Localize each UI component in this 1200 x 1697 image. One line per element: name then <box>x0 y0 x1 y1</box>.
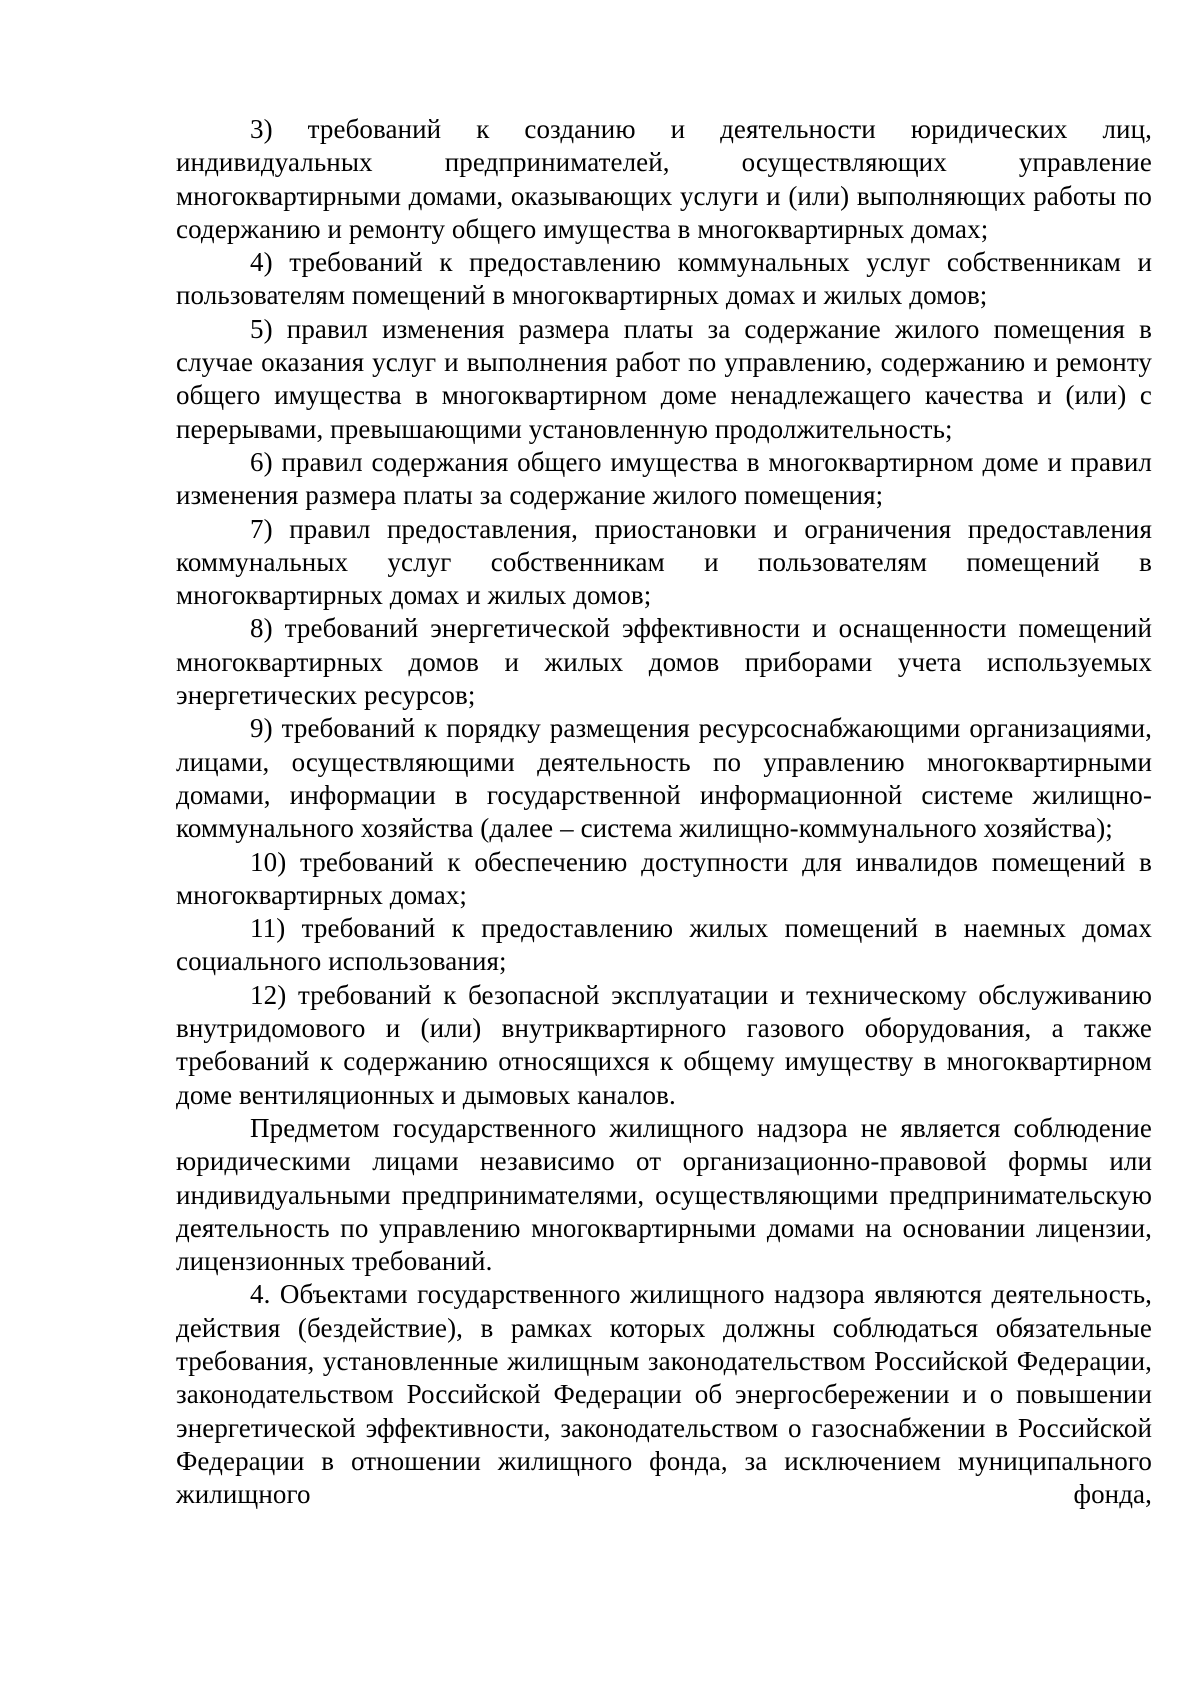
paragraph-item-5: 5) правил изменения размера платы за содержание жилого помещения в случае оказания услуг и выполнения работ по управлению, содержанию и ремонту общего имущества в многоквартирном доме ненадлежащего качества и (или) с перерывами, превышающими установленную продолжительность; <box>176 313 1152 444</box>
paragraph-subject-exclusion: Предметом государственного жилищного надзора не является соблюдение юридическими лицами независимо от организационно-правовой формы или индивидуальными предпринимателями, осуществляющими предпринимательскую деятельность по управлению многоквартирными домами на основании лицензии, лицензионных требований. <box>176 1112 1152 1277</box>
paragraph-item-3: 3) требований к созданию и деятельности юридических лиц, индивидуальных предпринимателей, осуществляющих управление многоквартирными домами, оказывающих услуги и (или) выполняющих работы по содержанию и ремонту общего имущества в многоквартирных домах; <box>176 114 1152 244</box>
paragraph-item-12: 12) требований к безопасной эксплуатации и техническому обслуживанию внутридомового и (или) внутриквартирного газового оборудования, а также требований к содержанию относящихся к общему имуществу в многоквартирном доме вентиляционных и дымовых каналов. <box>176 979 1152 1110</box>
paragraph-item-11: 11) требований к предоставлению жилых помещений в наемных домах социального использования; <box>176 913 1152 977</box>
paragraph-item-9: 9) требований к порядку размещения ресурсоснабжающими организациями, лицами, осуществляющими деятельность по управлению многоквартирными домами, информации в государственной информационной системе жилищно-коммунального хозяйства (далее – система жилищно-коммунального хозяйства); <box>176 713 1152 844</box>
paragraph-section-4-objects: 4. Объектами государственного жилищного надзора являются деятельность, действия (бездействие), в рамках которых должны соблюдаться обязательные требования, установленные жилищным законодательством Российской Федерации, законодательством Российской Федерации об энергосбережении и о повышении энергетической эффективности, законодательством о газоснабжении в Российской Федерации в отношении жилищного фонда, за исключением муниципального жилищного фонда, <box>176 1279 1152 1510</box>
paragraph-item-7: 7) правил предоставления, приостановки и ограничения предоставления коммунальных услуг собственникам и пользователям помещений в многоквартирных домах и жилых домов; <box>176 513 1152 611</box>
paragraph-item-4: 4) требований к предоставлению коммунальных услуг собственникам и пользователям помещений в многоквартирных домах и жилых домов; <box>176 247 1152 311</box>
document-body <box>176 113 1152 1511</box>
paragraph-item-6: 6) правил содержания общего имущества в многоквартирном доме и правил изменения размера платы за содержание жилого помещения; <box>176 446 1152 511</box>
paragraph-item-10: 10) требований к обеспечению доступности для инвалидов помещений в многоквартирных домах; <box>176 846 1152 910</box>
paragraph-item-8: 8) требований энергетической эффективности и оснащенности помещений многоквартирных домов и жилых домов приборами учета используемых энергетических ресурсов; <box>176 613 1152 711</box>
